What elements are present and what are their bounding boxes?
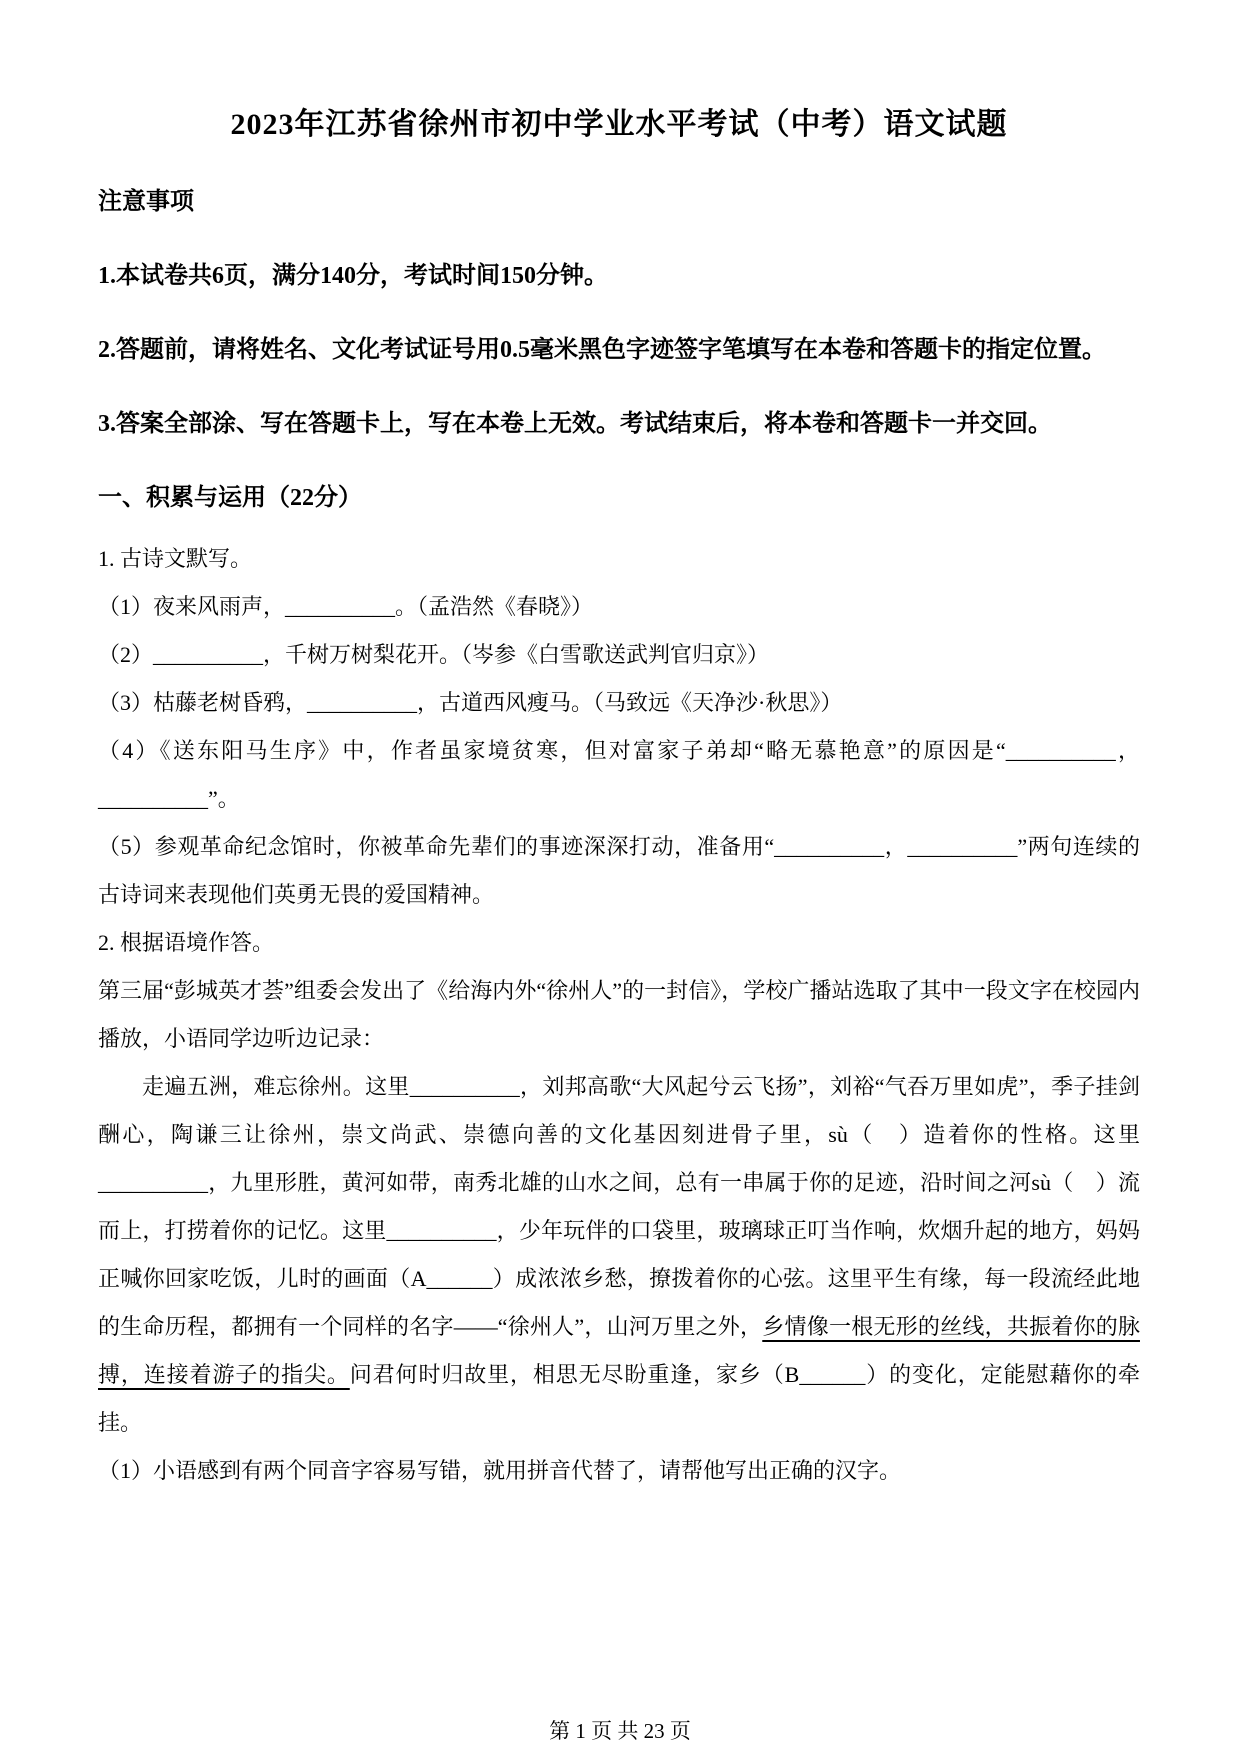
section-1-heading: 一、积累与运用（22分） [98, 485, 362, 511]
question-2-sub-1: （1）小语感到有两个同音字容易写错，就用拼音代替了，请帮他写出正确的汉字。 [98, 1458, 902, 1483]
page-title: 2023年江苏省徐州市初中学业水平考试（中考）语文试题 [230, 108, 1008, 141]
question-1-item-1: （1）夜来风雨声，__________。（孟浩然《春晓》） [98, 594, 594, 619]
question-1-item-2: （2）__________，千树万树梨花开。（岑参《白雪歌送武判官归京》） [98, 642, 770, 667]
passage-underlined-sentence: 乡情像一根无形的丝线，共振着你的脉搏，连接着游子的指尖。 [98, 1314, 1140, 1387]
question-1-item-4: （4）《送东阳马生序》中，作者虽家境贫寒，但对富家子弟却“略无慕艳意”的原因是“__________，__________”。 [98, 738, 1140, 811]
notice-item-1: 1.本试卷共6页，满分140分，考试时间150分钟。 [98, 263, 608, 289]
question-1-item-3: （3）枯藤老树昏鸦，__________，古道西风瘦马。（马致远《天净沙·秋思》） [98, 690, 843, 715]
passage-text-after-underline: 问君何时归故里，相思无尽盼重逢，家乡（B______）的变化，定能慰藉你的牵挂。 [98, 1362, 1140, 1435]
notice-heading: 注意事项 [98, 189, 194, 215]
notice-section [98, 165, 1140, 461]
passage-text-before-underline: 走遍五洲，难忘徐州。这里__________，刘邦高歌“大风起兮云飞扬”，刘裕“气吞万里如虎”，季子挂剑酬心，陶谦三让徐州，崇文尚武、崇德向善的文化基因刻进骨子里，sù（ ）造着你的性格。这里__________，九里形胜，黄河如带，南秀北雄的山水之间，总有一串属于你的足迹，沿时间之河sù（ ）流而上，打捞着你的记忆。这里__________，少年玩伴的口袋里，玻璃球正叮当作响，炊烟升起的地方，妈妈正喊你回家吃饭，儿时的画面（A______）成浓浓乡愁，撩拨着你的心弦。这里平生有缘，每一段流经此地的生命历程，都拥有一个同样的名字——“徐州人”，山河万里之外， [98, 1074, 1140, 1339]
page-footer: 第 1 页 共 23 页 [549, 1719, 691, 1743]
notice-item-2: 2.答题前，请将姓名、文化考试证号用0.5毫米黑色字迹签字笔填写在本卷和答题卡的指定位置。 [98, 337, 1106, 363]
question-2-passage [98, 1063, 1140, 1447]
question-1-stem: 1. 古诗文默写。 [98, 546, 253, 571]
question-1-item-5: （5）参观革命纪念馆时，你被革命先辈们的事迹深深打动，准备用“__________，__________”两句连续的古诗词来表现他们英勇无畏的爱国精神。 [98, 834, 1140, 907]
notice-item-3: 3.答案全部涂、写在答题卡上，写在本卷上无效。考试结束后，将本卷和答题卡一并交回。 [98, 411, 1052, 437]
question-2-stem: 2. 根据语境作答。 [98, 930, 275, 955]
section-1-body [98, 535, 1140, 1495]
question-2-intro: 第三届“彭城英才荟”组委会发出了《给海内外“徐州人”的一封信》，学校广播站选取了其中一段文字在校园内播放，小语同学边听边记录： [98, 978, 1140, 1051]
